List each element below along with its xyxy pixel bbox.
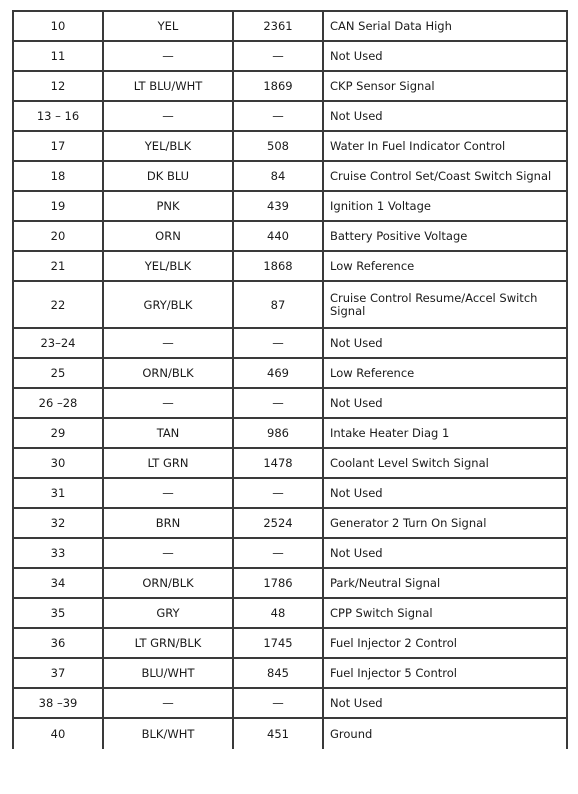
pin-cell: 22: [13, 281, 103, 328]
circuit-number-cell: —: [233, 41, 323, 71]
wire-color-cell: —: [103, 478, 233, 508]
circuit-number-cell: —: [233, 388, 323, 418]
table-row: [13, 101, 567, 131]
circuit-number-cell: 84: [233, 161, 323, 191]
table-row: [13, 71, 567, 101]
pin-cell: 37: [13, 658, 103, 688]
wire-color-cell: BLK/WHT: [103, 718, 233, 749]
table-row: [13, 718, 567, 749]
pin-cell: 23–24: [13, 328, 103, 358]
table-row: [13, 508, 567, 538]
table-row: [13, 328, 567, 358]
circuit-number-cell: —: [233, 101, 323, 131]
function-cell: Cruise Control Set/Coast Switch Signal: [323, 161, 567, 191]
function-cell: Low Reference: [323, 251, 567, 281]
function-cell: Coolant Level Switch Signal: [323, 448, 567, 478]
pin-cell: 29: [13, 418, 103, 448]
pin-cell: 18: [13, 161, 103, 191]
table-row: [13, 628, 567, 658]
pin-cell: 36: [13, 628, 103, 658]
table-row: [13, 41, 567, 71]
pin-cell: 11: [13, 41, 103, 71]
connector-pinout-table: [12, 10, 568, 749]
pin-cell: 19: [13, 191, 103, 221]
pin-cell: 34: [13, 568, 103, 598]
table-row: [13, 221, 567, 251]
circuit-number-cell: 986: [233, 418, 323, 448]
pin-cell: 35: [13, 598, 103, 628]
table-row: [13, 478, 567, 508]
wire-color-cell: —: [103, 41, 233, 71]
function-cell: Ground: [323, 718, 567, 749]
table-row: [13, 161, 567, 191]
circuit-number-cell: —: [233, 478, 323, 508]
table-row: [13, 418, 567, 448]
table-row: [13, 538, 567, 568]
table-row: [13, 191, 567, 221]
circuit-number-cell: 1868: [233, 251, 323, 281]
circuit-number-cell: 2361: [233, 11, 323, 41]
wire-color-cell: ORN/BLK: [103, 568, 233, 598]
pin-cell: 40: [13, 718, 103, 749]
function-cell: Cruise Control Resume/Accel Switch Signal: [323, 281, 567, 328]
pin-cell: 21: [13, 251, 103, 281]
circuit-number-cell: 508: [233, 131, 323, 161]
table-row: [13, 281, 567, 328]
circuit-number-cell: 845: [233, 658, 323, 688]
wire-color-cell: TAN: [103, 418, 233, 448]
wire-color-cell: LT GRN: [103, 448, 233, 478]
pin-cell: 20: [13, 221, 103, 251]
pin-cell: 17: [13, 131, 103, 161]
function-cell: Low Reference: [323, 358, 567, 388]
circuit-number-cell: 1786: [233, 568, 323, 598]
wire-color-cell: ORN: [103, 221, 233, 251]
pin-cell: 10: [13, 11, 103, 41]
wire-color-cell: —: [103, 328, 233, 358]
wire-color-cell: —: [103, 688, 233, 718]
wire-color-cell: YEL/BLK: [103, 131, 233, 161]
table-body: [13, 11, 567, 749]
circuit-number-cell: 439: [233, 191, 323, 221]
function-cell: CKP Sensor Signal: [323, 71, 567, 101]
table-row: [13, 688, 567, 718]
function-cell: Not Used: [323, 388, 567, 418]
function-cell: Generator 2 Turn On Signal: [323, 508, 567, 538]
wire-color-cell: LT BLU/WHT: [103, 71, 233, 101]
wire-color-cell: BRN: [103, 508, 233, 538]
pin-cell: 33: [13, 538, 103, 568]
function-cell: Fuel Injector 5 Control: [323, 658, 567, 688]
function-cell: Park/Neutral Signal: [323, 568, 567, 598]
circuit-number-cell: 87: [233, 281, 323, 328]
table-row: [13, 131, 567, 161]
function-cell: Ignition 1 Voltage: [323, 191, 567, 221]
wire-color-cell: PNK: [103, 191, 233, 221]
function-cell: Not Used: [323, 41, 567, 71]
circuit-number-cell: 48: [233, 598, 323, 628]
table-row: [13, 251, 567, 281]
function-cell: Water In Fuel Indicator Control: [323, 131, 567, 161]
pin-cell: 30: [13, 448, 103, 478]
function-cell: Not Used: [323, 478, 567, 508]
function-cell: Not Used: [323, 538, 567, 568]
pin-cell: 38 –39: [13, 688, 103, 718]
circuit-number-cell: —: [233, 688, 323, 718]
circuit-number-cell: 440: [233, 221, 323, 251]
wire-color-cell: YEL: [103, 11, 233, 41]
circuit-number-cell: 2524: [233, 508, 323, 538]
table-row: [13, 568, 567, 598]
pin-cell: 26 –28: [13, 388, 103, 418]
wire-color-cell: —: [103, 388, 233, 418]
wire-color-cell: YEL/BLK: [103, 251, 233, 281]
pin-cell: 12: [13, 71, 103, 101]
circuit-number-cell: 469: [233, 358, 323, 388]
wire-color-cell: BLU/WHT: [103, 658, 233, 688]
function-cell: Intake Heater Diag 1: [323, 418, 567, 448]
circuit-number-cell: —: [233, 538, 323, 568]
circuit-number-cell: 1869: [233, 71, 323, 101]
function-cell: Not Used: [323, 688, 567, 718]
function-cell: Not Used: [323, 101, 567, 131]
function-cell: Battery Positive Voltage: [323, 221, 567, 251]
function-cell: Not Used: [323, 328, 567, 358]
wire-color-cell: GRY/BLK: [103, 281, 233, 328]
circuit-number-cell: 1745: [233, 628, 323, 658]
pin-cell: 32: [13, 508, 103, 538]
wire-color-cell: —: [103, 538, 233, 568]
function-cell: Fuel Injector 2 Control: [323, 628, 567, 658]
circuit-number-cell: —: [233, 328, 323, 358]
function-cell: CAN Serial Data High: [323, 11, 567, 41]
table-row: [13, 448, 567, 478]
pin-cell: 25: [13, 358, 103, 388]
wire-color-cell: ORN/BLK: [103, 358, 233, 388]
table-row: [13, 598, 567, 628]
pin-cell: 13 – 16: [13, 101, 103, 131]
wire-color-cell: —: [103, 101, 233, 131]
wire-color-cell: GRY: [103, 598, 233, 628]
circuit-number-cell: 451: [233, 718, 323, 749]
table-row: [13, 658, 567, 688]
function-cell: CPP Switch Signal: [323, 598, 567, 628]
table-row: [13, 11, 567, 41]
table-row: [13, 358, 567, 388]
wire-color-cell: DK BLU: [103, 161, 233, 191]
table-row: [13, 388, 567, 418]
pin-cell: 31: [13, 478, 103, 508]
wire-color-cell: LT GRN/BLK: [103, 628, 233, 658]
circuit-number-cell: 1478: [233, 448, 323, 478]
